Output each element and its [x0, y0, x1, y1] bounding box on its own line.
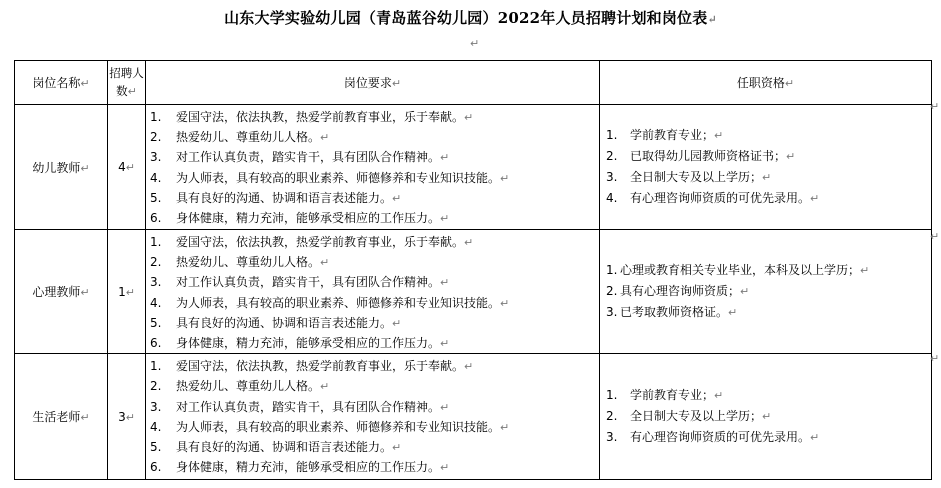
paragraph-mark-icon: ↵: [392, 191, 402, 205]
qualification-text: 已考取教师资格证。: [620, 305, 729, 320]
header-position: [15, 61, 108, 105]
paragraph-mark-icon: ↵: [500, 171, 510, 185]
requirement-text: 身体健康，精力充沛，能够承受相应的工作压力。: [176, 460, 441, 475]
paragraph-mark-icon: ↵: [810, 192, 820, 205]
paragraph-mark-icon: ↵: [80, 77, 90, 90]
requirement-number: 6.: [150, 335, 162, 350]
requirement-text: 爱国守法，依法执教，热爱学前教育事业，乐于奉献。: [176, 359, 465, 374]
paragraph-mark-icon: ↵: [707, 13, 717, 26]
requirement-item: [150, 147, 599, 167]
requirement-text: 爱国守法，依法执教，热爱学前教育事业，乐于奉献。: [176, 110, 465, 124]
requirement-item: [150, 333, 599, 353]
hire-count-cell: [108, 354, 146, 480]
table-row: [15, 354, 932, 480]
paragraph-mark-icon: ↵: [500, 420, 510, 434]
qualification-number: 1.: [606, 263, 618, 278]
qualification-item: [606, 188, 931, 209]
header-qualifications-label: 任职资格: [736, 76, 785, 90]
requirement-item: [150, 417, 599, 437]
paragraph-mark-icon: ↵: [440, 151, 450, 165]
paragraph-mark-icon: ↵: [320, 256, 330, 270]
paragraph-mark-icon: ↵: [714, 129, 724, 142]
qualification-text: 已取得幼儿园教师资格证书；: [630, 149, 787, 163]
qualification-text: 具有心理咨询师资质；: [620, 284, 741, 299]
requirement-item: [150, 168, 599, 188]
paragraph-mark-icon: ↵: [440, 276, 450, 290]
requirement-text: 热爱幼儿、尊重幼儿人格。: [176, 255, 321, 270]
paragraph-mark-icon: ↵: [930, 230, 940, 243]
requirement-item: [150, 293, 599, 313]
requirements-cell: [146, 354, 600, 480]
paragraph-mark-icon: ↵: [320, 380, 330, 394]
qualification-item: [606, 302, 931, 323]
qualification-item: [606, 385, 931, 406]
qualification-item: [606, 406, 931, 427]
paragraph-mark-icon: ↵: [464, 111, 474, 124]
qualification-number: 2.: [606, 149, 618, 163]
requirement-item: [150, 397, 599, 417]
qualification-number: 2.: [606, 409, 618, 424]
paragraph-mark-icon: ↵: [80, 411, 90, 425]
qualification-number: 1.: [606, 388, 618, 403]
requirement-item: [150, 232, 599, 252]
qualification-text: 有心理咨询师资质的可优先录用。: [630, 191, 811, 205]
requirement-number: 6.: [150, 210, 162, 225]
qualifications-cell: [600, 105, 932, 230]
requirement-text: 爱国守法，依法执教，热爱学前教育事业，乐于奉献。: [176, 235, 465, 249]
requirement-item: [150, 437, 599, 457]
paragraph-mark-icon: ↵: [391, 77, 402, 90]
requirement-number: 6.: [150, 460, 162, 475]
requirement-text: 为人师表，具有较高的职业素养、师德修养和专业知识技能。: [176, 170, 501, 185]
paragraph-mark-icon: ↵: [320, 131, 330, 145]
document-title-text: 山东大学实验幼儿园（青岛蓝谷幼儿园）2022年人员招聘计划和岗位表: [224, 9, 708, 27]
qualification-number: 2.: [606, 284, 618, 299]
hire-count: 3: [118, 409, 126, 424]
requirement-number: 3.: [150, 399, 162, 414]
requirement-item: [150, 127, 599, 147]
qualifications-cell: [600, 230, 932, 354]
paragraph-mark-icon: ↵: [728, 306, 738, 320]
requirement-text: 具有良好的沟通、协调和语言表述能力。: [176, 315, 393, 330]
qualification-text: 心理或教育相关专业毕业，本科及以上学历；: [620, 263, 861, 278]
qualification-item: [606, 125, 931, 146]
paragraph-mark-icon: ↵: [440, 211, 450, 225]
paragraph-mark-icon: ↵: [127, 85, 137, 98]
header-count-label: 招聘人数: [109, 66, 144, 98]
requirement-number: 4.: [150, 170, 162, 185]
requirement-text: 具有良好的沟通、协调和语言表述能力。: [176, 190, 393, 205]
header-qualifications: [600, 61, 932, 105]
requirement-text: 为人师表，具有较高的职业素养、师德修养和专业知识技能。: [176, 419, 501, 434]
recruitment-table: [14, 60, 932, 480]
paragraph-mark-icon: ↵: [464, 236, 474, 249]
paragraph-mark-icon: ↵: [714, 389, 724, 403]
paragraph-mark-icon: ↵: [860, 264, 870, 278]
paragraph-mark-icon: ↵: [762, 171, 772, 184]
paragraph-mark-icon: ↵: [125, 410, 135, 424]
paragraph-mark-icon: ↵: [784, 77, 795, 90]
header-requirements: [146, 61, 600, 105]
requirement-item: [150, 272, 599, 292]
requirement-number: 2.: [150, 130, 162, 145]
paragraph-mark-icon: ↵: [125, 161, 135, 174]
requirement-number: 1.: [150, 110, 162, 124]
requirement-number: 2.: [150, 379, 162, 394]
requirement-number: 5.: [150, 190, 162, 205]
requirement-text: 为人师表，具有较高的职业素养、师德修养和专业知识技能。: [176, 295, 501, 310]
paragraph-mark-icon: ↵: [440, 461, 450, 475]
paragraph-mark-icon: ↵: [125, 285, 135, 299]
qualification-item: [606, 167, 931, 188]
requirement-text: 热爱幼儿、尊重幼儿人格。: [176, 379, 321, 394]
paragraph-mark-icon: ↵: [786, 150, 796, 163]
table-row: [15, 105, 932, 230]
qualification-text: 全日制大专及以上学历；: [630, 170, 763, 184]
qualification-item: [606, 427, 931, 448]
qualifications-cell: [600, 354, 932, 480]
requirement-item: [150, 313, 599, 333]
requirement-text: 具有良好的沟通、协调和语言表述能力。: [176, 439, 393, 454]
requirement-text: 对工作认真负责，踏实肯干，具有团队合作精神。: [176, 150, 441, 165]
requirement-item: [150, 376, 599, 396]
position-name: 幼儿教师: [32, 160, 81, 175]
requirements-cell: [146, 105, 600, 230]
paragraph-mark-icon: ↵: [464, 360, 474, 374]
requirement-text: 身体健康，精力充沛，能够承受相应的工作压力。: [176, 335, 441, 350]
qualification-text: 学前教育专业；: [630, 128, 715, 142]
position-name-cell: [15, 230, 108, 354]
qualification-number: 4.: [606, 191, 618, 205]
document-title: [0, 6, 941, 32]
paragraph-mark-icon: ↵: [500, 296, 510, 310]
paragraph-mark-icon: ↵: [740, 285, 750, 299]
qualification-item: [606, 146, 931, 167]
paragraph-mark-icon: ↵: [80, 286, 90, 300]
requirement-number: 3.: [150, 150, 162, 165]
hire-count-cell: [108, 105, 146, 230]
qualification-text: 有心理咨询师资质的可优先录用。: [630, 430, 811, 445]
header-requirements-label: 岗位要求: [343, 76, 392, 90]
paragraph-mark-icon: ↵: [810, 431, 820, 445]
position-name: 生活老师: [32, 410, 81, 425]
table-row: [15, 230, 932, 354]
paragraph-mark-icon: ↵: [930, 352, 940, 365]
paragraph-mark-icon: ↵: [392, 440, 402, 454]
requirement-text: 对工作认真负责，踏实肯干，具有团队合作精神。: [176, 399, 441, 414]
requirement-item: [150, 107, 599, 127]
requirement-text: 对工作认真负责，踏实肯干，具有团队合作精神。: [176, 275, 441, 290]
table-header-row: [15, 61, 932, 105]
hire-count-cell: [108, 230, 146, 354]
qualification-number: 3.: [606, 305, 618, 320]
requirement-text: 热爱幼儿、尊重幼儿人格。: [176, 130, 321, 145]
requirement-item: [150, 457, 599, 477]
qualification-item: [606, 281, 931, 302]
header-count: [108, 61, 146, 105]
requirement-item: [150, 356, 599, 376]
requirement-number: 5.: [150, 439, 162, 454]
paragraph-mark-icon: ↵: [440, 336, 450, 350]
position-name-cell: [15, 105, 108, 230]
hire-count: 1: [118, 284, 126, 299]
qualification-number: 3.: [606, 430, 618, 445]
requirement-number: 3.: [150, 275, 162, 290]
requirement-item: [150, 208, 599, 228]
qualification-number: 1.: [606, 128, 618, 142]
paragraph-mark-icon: ↵: [762, 410, 772, 424]
requirement-number: 1.: [150, 235, 162, 249]
position-name: 心理教师: [32, 285, 81, 300]
paragraph-mark-icon: ↵: [440, 400, 450, 414]
paragraph-mark-icon: ↵: [930, 100, 940, 113]
qualification-number: 3.: [606, 170, 618, 184]
requirement-item: [150, 252, 599, 272]
hire-count: 4: [118, 160, 126, 174]
requirement-number: 2.: [150, 255, 162, 270]
paragraph-mark-icon: ↵: [470, 37, 480, 50]
qualification-text: 学前教育专业；: [630, 388, 715, 403]
qualification-text: 全日制大专及以上学历；: [630, 409, 763, 424]
requirement-number: 5.: [150, 315, 162, 330]
header-position-label: 岗位名称: [32, 76, 81, 90]
requirement-number: 4.: [150, 295, 162, 310]
requirement-text: 身体健康，精力充沛，能够承受相应的工作压力。: [176, 210, 441, 225]
requirement-item: [150, 188, 599, 208]
paragraph-mark-icon: ↵: [392, 316, 402, 330]
requirement-number: 4.: [150, 419, 162, 434]
qualification-item: [606, 260, 931, 281]
requirements-cell: [146, 230, 600, 354]
position-name-cell: [15, 354, 108, 480]
requirement-number: 1.: [150, 359, 162, 374]
paragraph-mark-icon: ↵: [80, 161, 90, 175]
